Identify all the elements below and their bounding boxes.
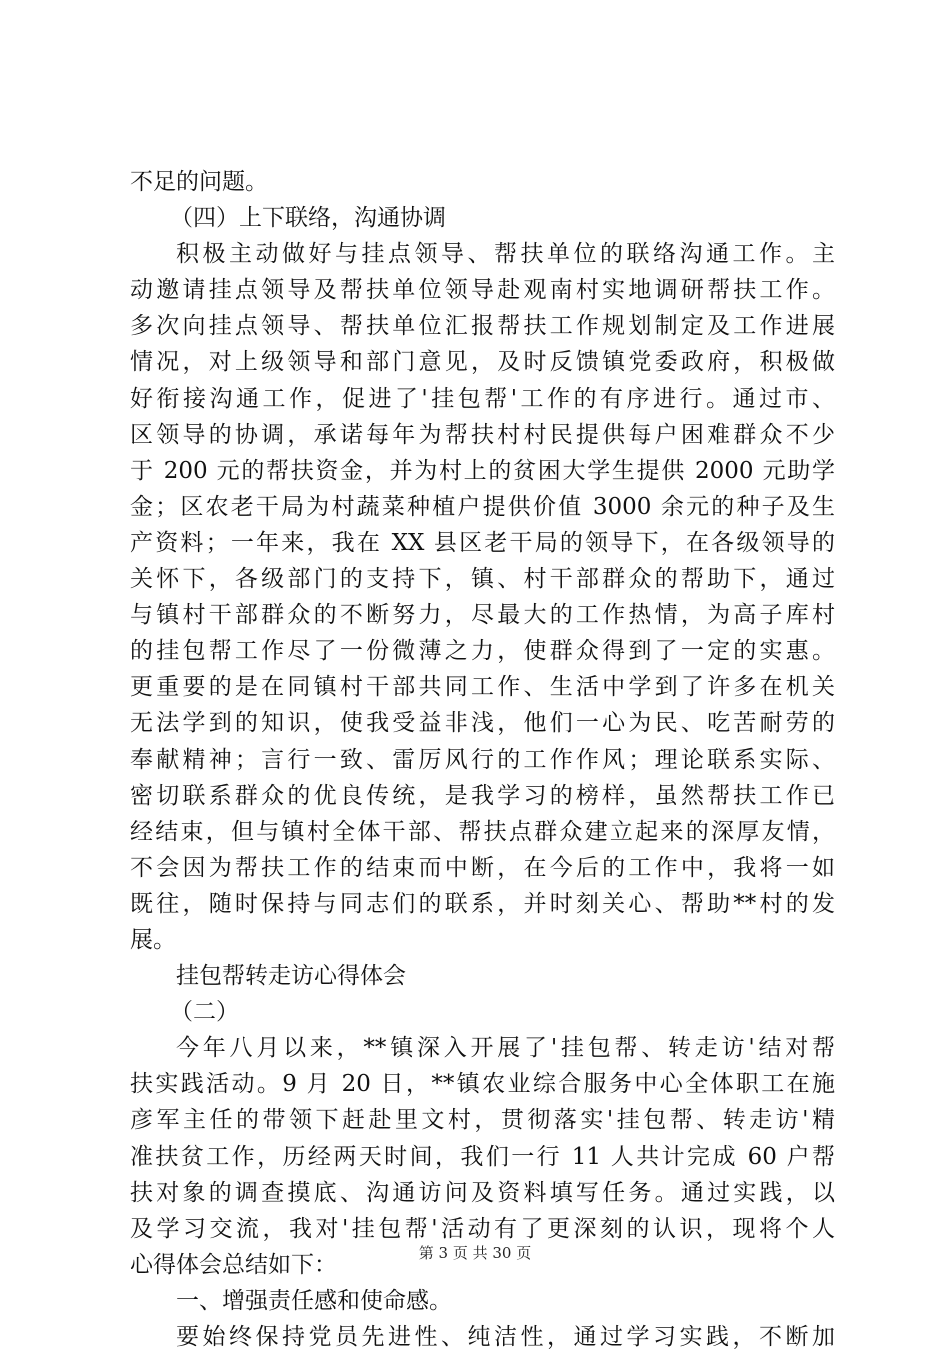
text-line: 情况，对上级领导和部门意见，及时反馈镇党委政府，积极做 xyxy=(130,349,835,376)
text-line: （四）上下联络，沟通协调 xyxy=(170,205,446,232)
text-line: 好衔接沟通工作，促进了'挂包帮'工作的有序进行。通过市、 xyxy=(130,385,835,412)
text-line: 不足的问题。 xyxy=(130,169,268,195)
text-line: 动邀请挂点领导及帮扶单位领导赴观南村实地调研帮扶工作。 xyxy=(130,277,835,304)
text-line: 经结束，但与镇村全体干部、帮扶点群众建立起来的深厚友情， xyxy=(130,818,835,845)
text-line: 扶对象的调查摸底、沟通访问及资料填写任务。通过实践，以 xyxy=(130,1179,835,1206)
text-line: 更重要的是在同镇村干部共同工作、生活中学到了许多在机关 xyxy=(130,674,835,701)
text-line: 及学习交流，我对'挂包帮'活动有了更深刻的认识，现将个人 xyxy=(130,1215,835,1242)
text-line: 不会因为帮扶工作的结束而中断，在今后的工作中，我将一如 xyxy=(130,854,835,881)
text-line: 金；区农老干局为村蔬菜种植户提供价值 3000 余元的种子及生 xyxy=(130,493,835,520)
text-line: 心得体会总结如下： xyxy=(130,1251,337,1278)
text-line: 的挂包帮工作尽了一份微薄之力，使群众得到了一定的实惠。 xyxy=(130,638,835,665)
text-line: 一、增强责任感和使命感。 xyxy=(176,1287,452,1314)
text-line: 要始终保持党员先进性、纯洁性，通过学习实践，不断加 xyxy=(176,1324,835,1350)
text-line: 既往，随时保持与同志们的联系，并时刻关心、帮助**村的发 xyxy=(130,890,835,917)
text-line: 扶实践活动。9 月 20 日，**镇农业综合服务中心全体职工在施 xyxy=(130,1071,835,1098)
text-line: 区领导的协调，承诺每年为帮扶村村民提供每户困难群众不少 xyxy=(130,421,835,448)
text-line: 产资料；一年来，我在 XX 县区老干局的领导下，在各级领导的 xyxy=(130,529,835,556)
text-line: 关怀下，各级部门的支持下，镇、村干部群众的帮助下，通过 xyxy=(130,566,835,593)
text-line: 挂包帮转走访心得体会 xyxy=(176,963,406,990)
text-line: 密切联系群众的优良传统，是我学习的榜样，虽然帮扶工作已 xyxy=(130,782,835,809)
text-line: 多次向挂点领导、帮扶单位汇报帮扶工作规划制定及工作进展 xyxy=(130,313,835,340)
text-line: 于 200 元的帮扶资金，并为村上的贫困大学生提供 2000 元助学 xyxy=(130,457,835,484)
text-line: 奉献精神；言行一致、雷厉风行的工作作风；理论联系实际、 xyxy=(130,746,835,773)
text-line: 积极主动做好与挂点领导、帮扶单位的联络沟通工作。主 xyxy=(176,241,835,268)
text-line: 与镇村干部群众的不断努力，尽最大的工作热情，为高子库村 xyxy=(130,602,835,629)
text-line: （二） xyxy=(170,999,239,1026)
text-line: 无法学到的知识，使我受益非浅，他们一心为民、吃苦耐劳的 xyxy=(130,710,835,737)
text-line: 今年八月以来，**镇深入开展了'挂包帮、转走访'结对帮 xyxy=(176,1035,835,1062)
text-line: 展。 xyxy=(130,926,176,953)
document-body xyxy=(130,164,835,1355)
text-line: 彦军主任的带领下赶赴里文村，贯彻落实'挂包帮、转走访'精 xyxy=(130,1107,835,1134)
text-line: 准扶贫工作，历经两天时间，我们一行 11 人共计完成 60 户帮 xyxy=(130,1143,835,1170)
page-footer: 第 3 页 共 30 页 xyxy=(418,1244,532,1262)
